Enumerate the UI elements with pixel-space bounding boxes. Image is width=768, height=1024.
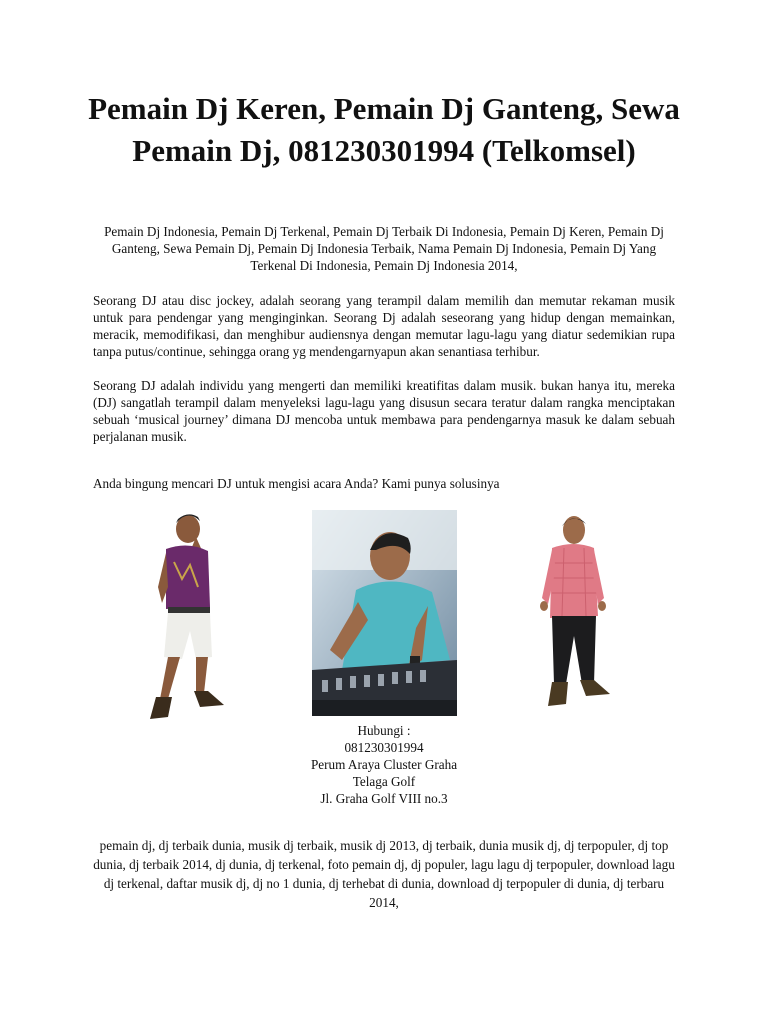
dj-photo-center [312,510,457,716]
contact-label: Hubungi : [357,723,411,738]
call-to-action: Anda bingung mencari DJ untuk mengisi acara Anda? Kami punya solusinya [93,476,500,491]
contact-block [254,722,514,807]
contact-address-line-1: Perum Araya Cluster Graha [310,757,458,772]
paragraph-dj-definition: Seorang DJ atau disc jockey, adalah seorang yang terampil dalam memilih dan memutar rekaman musik untuk para pendengar yang menginginkan. Seorang Dj adalah seseorang yang hidup dengan memainkan, meracik, memodifikasi, dan menghibur audiensnya dengan memutar lagu-lagu yang diatur sedemikian rupa tanpa putus/continue, sehingga orang yg mendengarnyapun akan senantiasa terhibur. [93,293,675,359]
page-title: Pemain Dj Keren, Pemain Dj Ganteng, Sewa Pemain Dj, 081230301994 (Telkomsel) [88,91,680,168]
dj-photo-right [528,508,614,713]
paragraph-dj-creativity: Seorang DJ adalah individu yang mengerti dan memiliki kreatifitas dalam musik. bukan hanya itu, mereka (DJ) sangatlah terampil dalam menyeleksi lagu-lagu yang disusun secara teratur dalam rangka menciptakan sebuah ‘musical journey’ dimana DJ mencoba untuk membawa para pendengarnya masuk ke dalam sebuah perjalanan musik. [93,378,675,444]
contact-address-line-2: Telaga Golf [352,774,416,789]
keyword-tags: pemain dj, dj terbaik dunia, musik dj terbaik, musik dj 2013, dj terbaik, dunia musik dj, dj terpopuler, dj top dunia, dj terbaik 2014, dj dunia, dj terkenal, foto pemain dj, dj populer, lagu lagu dj terpopuler, download lagu dj terkenal, daftar musik dj, dj no 1 dunia, dj terhebat di dunia, download dj terpopuler di dunia, dj terbaru 2014, [93,838,675,910]
dj-photo-left [138,507,234,725]
contact-address-line-3: Jl. Graha Golf VIII no.3 [320,791,448,806]
intro-keywords: Pemain Dj Indonesia, Pemain Dj Terkenal, Pemain Dj Terbaik Di Indonesia, Pemain Dj Keren, Pemain Dj Ganteng, Sewa Pemain Dj, Pemain Dj Indonesia Terbaik, Nama Pemain Dj Indonesia, Pemain Dj Yang Terkenal Di Indonesia, Pemain Dj Indonesia 2014, [104,224,664,273]
contact-phone: 081230301994 [344,740,424,755]
